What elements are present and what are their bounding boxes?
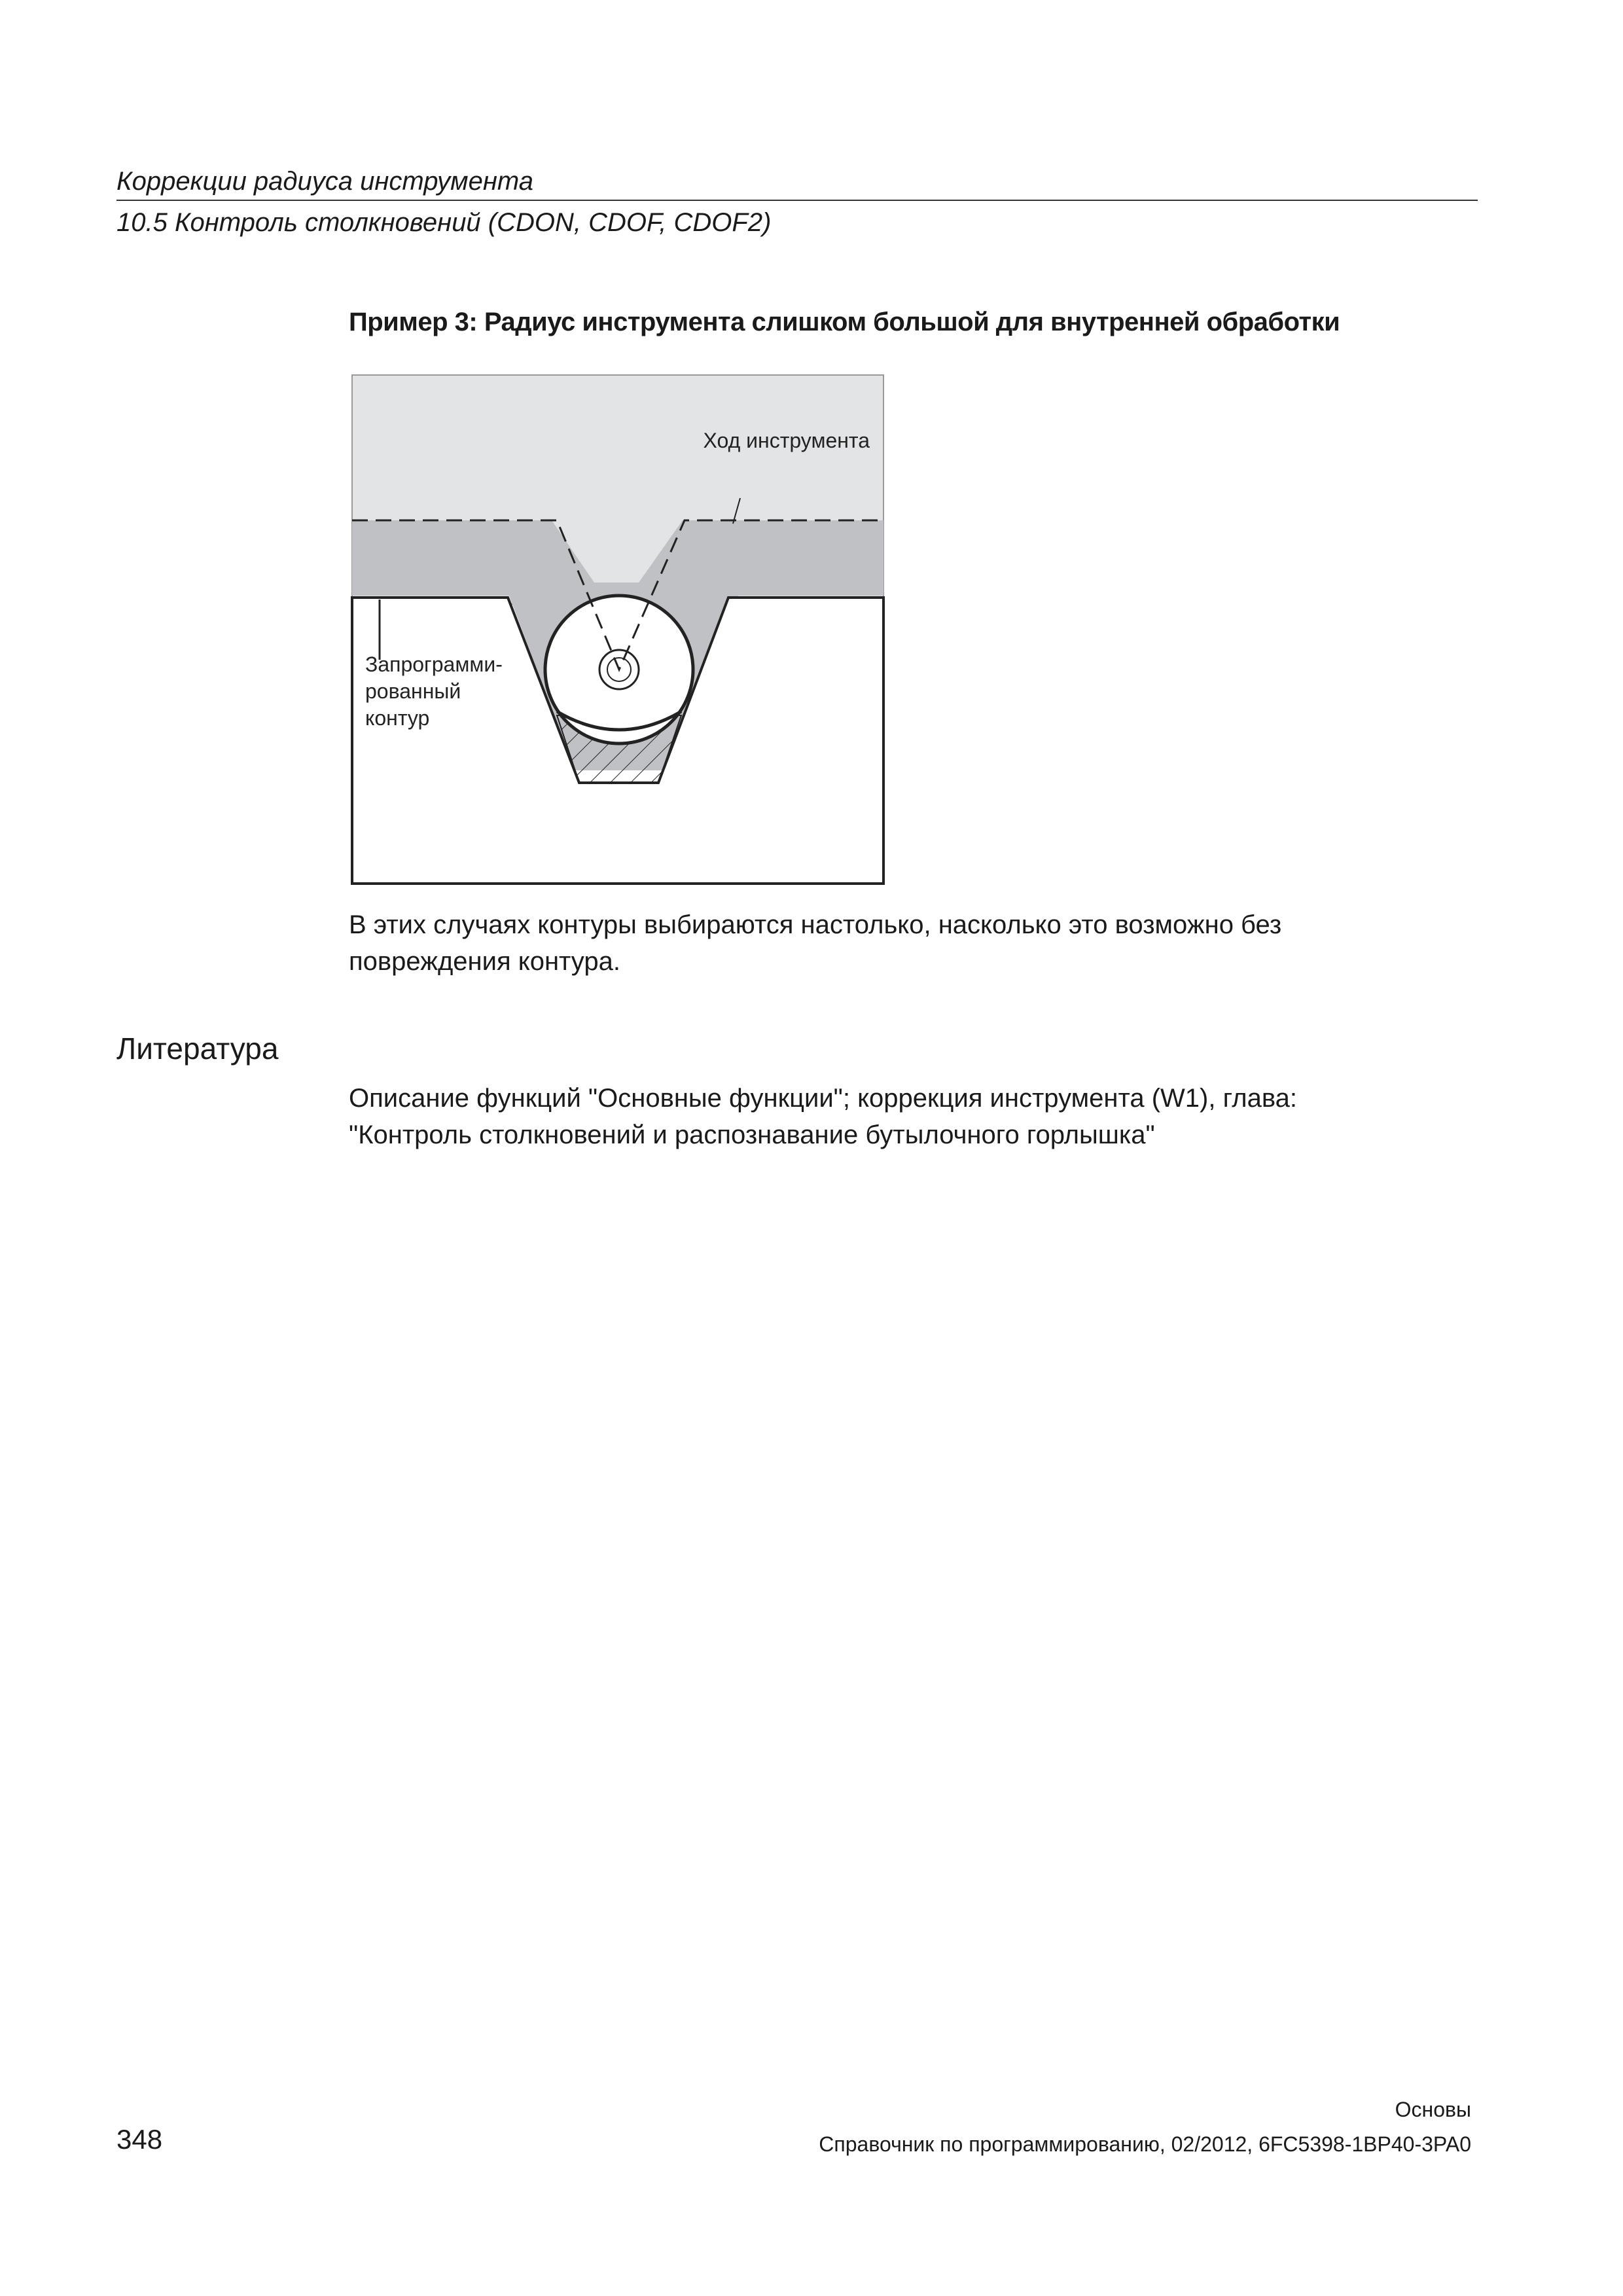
- literature-line-1: Описание функций "Основные функции"; коррекция инструмента (W1), глава:: [349, 1084, 1298, 1113]
- label-tool-path: Ход инструмента: [703, 429, 870, 452]
- literature-line-2: "Контроль столкновений и распознавание бутылочного горлышка": [349, 1121, 1155, 1149]
- label-contour-2: рованный: [365, 679, 461, 703]
- footer-doc-reference: Справочник по программированию, 02/2012, 6FC5398-1BP40-3PA0: [819, 2132, 1471, 2156]
- page-number: 348: [116, 2124, 163, 2155]
- footer-doc-title: Основы: [1395, 2098, 1471, 2121]
- figure-title: Пример 3: Радиус инструмента слишком большой для внутренней обработки: [349, 308, 1340, 336]
- running-header-chapter: Коррекции радиуса инструмента: [116, 167, 533, 196]
- literature-heading: Литература: [116, 1031, 279, 1066]
- tool-radius-diagram: [349, 372, 887, 889]
- explanation-paragraph: В этих случаях контуры выбираются настолько, насколько это возможно без повреждения контура.: [349, 910, 1282, 976]
- label-contour-3: контур: [365, 706, 430, 730]
- header-divider: [116, 200, 1478, 201]
- running-header-section: 10.5 Контроль столкновений (CDON, CDOF, CDOF2): [116, 208, 772, 237]
- label-contour-1: Запрограмми-: [365, 653, 503, 676]
